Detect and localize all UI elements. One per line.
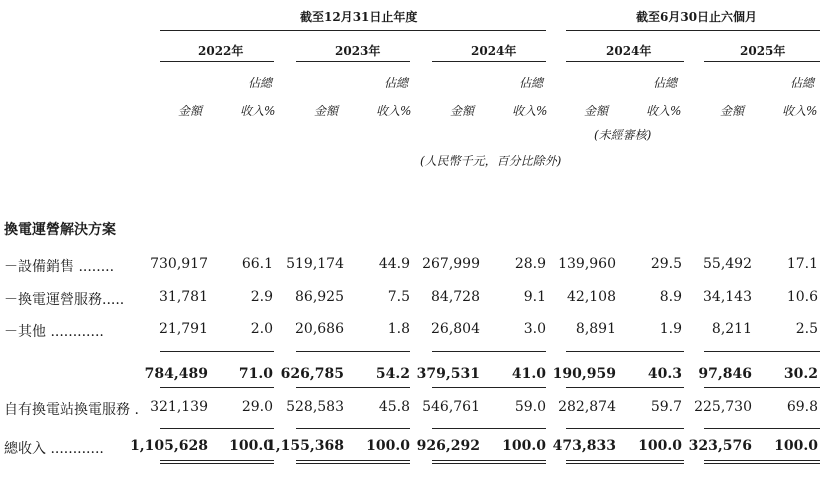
pct-header-line2: 收入%: [782, 104, 818, 118]
others-cell: 8,211: [711, 321, 752, 337]
owned-stations-cell: 282,874: [558, 399, 616, 415]
total-revenue-cell: 1,155,368: [266, 438, 344, 454]
pct-header-line1: 佔總: [519, 76, 544, 90]
pct-header-line2: 收入%: [376, 104, 412, 118]
total-revenue-cell: 926,292: [416, 438, 480, 454]
equipment-sales-cell: 66.1: [241, 256, 273, 272]
total-double-rule-1: [566, 460, 684, 461]
subtotal-bottom-rule: [566, 387, 684, 388]
total-revenue-cell: 100.0: [229, 438, 273, 454]
annual-rule: [160, 30, 546, 31]
period-annual-header: 截至12月31日止年度: [300, 10, 418, 24]
subtotal-cell: 190,959: [552, 366, 616, 382]
total-double-rule-1: [432, 460, 546, 461]
total-revenue-cell: 100.0: [502, 438, 546, 454]
subtotal-cell: 40.3: [647, 366, 682, 382]
year-rule-5: [704, 61, 820, 62]
subtotal-cell: 71.0: [238, 366, 273, 382]
year-2024: 2024年: [471, 44, 517, 58]
total-revenue-cell: 473,833: [552, 438, 616, 454]
year-2022: 2022年: [198, 44, 244, 58]
others-cell: 8,891: [575, 321, 616, 337]
operation-services-cell: 8.9: [659, 289, 682, 305]
total-double-rule-2: [566, 463, 684, 464]
others-cell: 20,686: [295, 321, 344, 337]
subtotal-cell: 626,785: [280, 366, 344, 382]
amount-header: 金額: [584, 104, 609, 118]
others-cell: 2.0: [250, 321, 273, 337]
subtotal-cell: 97,846: [698, 366, 752, 382]
row-label-equipment-sales: －設備銷售 ........: [4, 259, 115, 275]
total-double-rule-1: [296, 460, 410, 461]
subtotal-top-rule: [566, 351, 684, 352]
pct-header-line2: 收入%: [646, 104, 682, 118]
interim-rule: [566, 30, 820, 31]
subtotal-top-rule: [432, 351, 546, 352]
total-top-rule: [704, 428, 820, 429]
total-revenue-cell: 323,576: [688, 438, 752, 454]
section-title: 換電運營解決方案: [4, 222, 116, 238]
operation-services-cell: 7.5: [387, 289, 410, 305]
equipment-sales-cell: 519,174: [286, 256, 344, 272]
others-cell: 1.8: [387, 321, 410, 337]
year-rule-3: [432, 61, 546, 62]
amount-header: 金額: [178, 104, 203, 118]
operation-services-cell: 42,108: [567, 289, 616, 305]
operation-services-cell: 10.6: [786, 289, 818, 305]
equipment-sales-cell: 55,492: [703, 256, 752, 272]
equipment-sales-cell: 139,960: [558, 256, 616, 272]
total-double-rule-2: [704, 463, 820, 464]
equipment-sales-cell: 29.5: [650, 256, 682, 272]
subtotal-cell: 30.2: [783, 366, 818, 382]
year-2025-interim: 2025年: [740, 44, 786, 58]
total-top-rule: [432, 428, 546, 429]
owned-stations-cell: 45.8: [378, 399, 410, 415]
owned-stations-cell: 528,583: [286, 399, 344, 415]
subtotal-top-rule: [704, 351, 820, 352]
pct-header-line1: 佔總: [790, 76, 815, 90]
total-double-rule-2: [160, 463, 274, 464]
owned-stations-cell: 321,139: [150, 399, 208, 415]
total-double-rule-2: [296, 463, 410, 464]
others-cell: 1.9: [659, 321, 682, 337]
subtotal-bottom-rule: [432, 387, 546, 388]
total-revenue-cell: 100.0: [774, 438, 818, 454]
pct-header-line2: 收入%: [240, 104, 276, 118]
total-revenue-cell: 1,105,628: [130, 438, 208, 454]
pct-header-line2: 收入%: [512, 104, 548, 118]
row-label-others: －其他 ............: [4, 324, 104, 340]
owned-stations-cell: 59.0: [514, 399, 546, 415]
total-double-rule-1: [704, 460, 820, 461]
owned-stations-cell: 546,761: [422, 399, 480, 415]
operation-services-cell: 86,925: [295, 289, 344, 305]
total-top-rule: [566, 428, 684, 429]
year-rule-1: [160, 61, 274, 62]
equipment-sales-cell: 44.9: [378, 256, 410, 272]
others-cell: 2.5: [795, 321, 818, 337]
subtotal-cell: 379,531: [416, 366, 480, 382]
others-cell: 21,791: [159, 321, 208, 337]
subtotal-cell: 54.2: [375, 366, 410, 382]
year-2024-interim: 2024年: [606, 44, 652, 58]
row-label-owned-stations: 自有換電站換電服務 .: [4, 402, 139, 418]
pct-header-line1: 佔總: [248, 76, 273, 90]
subtotal-top-rule: [296, 351, 410, 352]
equipment-sales-cell: 730,917: [150, 256, 208, 272]
total-top-rule: [296, 428, 410, 429]
amount-header: 金額: [720, 104, 745, 118]
total-revenue-cell: 100.0: [366, 438, 410, 454]
pct-header-line1: 佔總: [653, 76, 678, 90]
owned-stations-cell: 29.0: [241, 399, 273, 415]
amount-header: 金額: [450, 104, 475, 118]
others-cell: 3.0: [523, 321, 546, 337]
total-revenue-cell: 100.0: [638, 438, 682, 454]
subtotal-bottom-rule: [160, 387, 274, 388]
unaudited-note: (未經審核): [594, 128, 652, 142]
subtotal-top-rule: [160, 351, 274, 352]
total-double-rule-1: [160, 460, 274, 461]
owned-stations-cell: 225,730: [694, 399, 752, 415]
operation-services-cell: 9.1: [523, 289, 546, 305]
row-label-operation-services: －換電運營服務.....: [4, 292, 125, 308]
amount-header: 金額: [314, 104, 339, 118]
pct-header-line1: 佔總: [384, 76, 409, 90]
period-interim-header: 截至6月30日止六個月: [636, 10, 758, 24]
equipment-sales-cell: 28.9: [514, 256, 546, 272]
equipment-sales-cell: 267,999: [422, 256, 480, 272]
operation-services-cell: 84,728: [431, 289, 480, 305]
operation-services-cell: 2.9: [250, 289, 273, 305]
equipment-sales-cell: 17.1: [786, 256, 818, 272]
year-rule-2: [296, 61, 410, 62]
units-note: (人民幣千元，百分比除外): [420, 154, 562, 168]
year-2023: 2023年: [335, 44, 381, 58]
subtotal-cell: 41.0: [511, 366, 546, 382]
owned-stations-cell: 59.7: [650, 399, 682, 415]
row-label-total-revenue: 總收入 ............: [4, 441, 104, 457]
year-rule-4: [566, 61, 684, 62]
subtotal-bottom-rule: [704, 387, 820, 388]
others-cell: 26,804: [431, 321, 480, 337]
subtotal-bottom-rule: [296, 387, 410, 388]
total-top-rule: [160, 428, 274, 429]
total-double-rule-2: [432, 463, 546, 464]
operation-services-cell: 34,143: [703, 289, 752, 305]
subtotal-cell: 784,489: [144, 366, 208, 382]
owned-stations-cell: 69.8: [786, 399, 818, 415]
operation-services-cell: 31,781: [159, 289, 208, 305]
